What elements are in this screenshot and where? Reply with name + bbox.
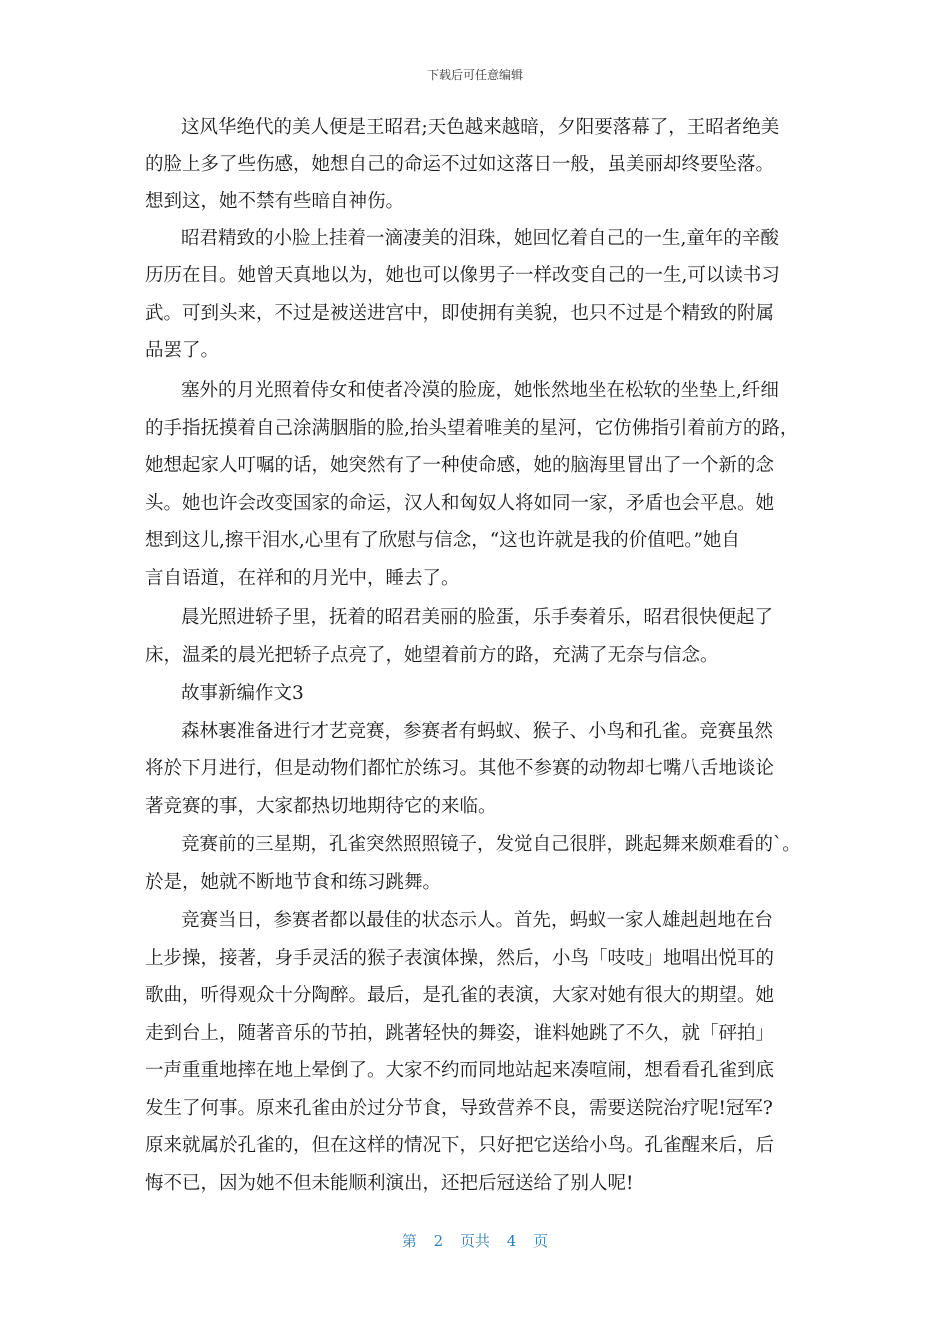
text-line: 想到这，她不禁有些暗自神伤。 <box>145 191 405 212</box>
text-line: 床，温柔的晨光把轿子点亮了，她望着前方的路，充满了无奈与信念。 <box>145 645 719 666</box>
text-line: 竞赛当日，参赛者都以最佳的状态示人。首先，蚂蚁一家人雄赳赳地在台 <box>181 910 774 931</box>
page-footer <box>0 1230 950 1251</box>
page-number: 2 <box>433 1232 444 1250</box>
footer-middle: 页共 <box>459 1232 490 1250</box>
total-pages: 4 <box>506 1232 517 1250</box>
text-line: 发生了何事。原来孔雀由於过分节食，导致营养不良，需要送院治疗呢!冠军? <box>145 1098 773 1119</box>
text-line: 晨光照进轿子里，抚着的昭君美丽的脸蛋，乐手奏着乐，昭君很快便起了 <box>181 607 774 628</box>
text-line: 走到台上，随著音乐的节拍，跳著轻快的舞姿，谁料她跳了不久，就「砰拍」 <box>145 1023 775 1044</box>
text-line: 头。她也许会改变国家的命运，汉人和匈奴人将如同一家，矛盾也会平息。她 <box>145 493 775 514</box>
text-line: 上步操，接著，身手灵活的猴子表演体操，然后，小鸟「吱吱」地唱出悦耳的 <box>145 948 775 969</box>
text-line: 塞外的月光照着侍女和使者冷漠的脸庞，她怅然地坐在松软的坐垫上,纤细 <box>181 380 779 401</box>
text-line: 歌曲，听得观众十分陶醉。最后，是孔雀的表演，大家对她有很大的期望。她 <box>145 985 775 1006</box>
text-line: 想到这儿,擦干泪水,心里有了欣慰与信念，“这也许就是我的价值吧。”她自 <box>145 530 740 551</box>
text-line: 於是，她就不断地节食和练习跳舞。 <box>145 872 442 893</box>
text-line: 原来就属於孔雀的，但在这样的情况下，只好把它送给小鸟。孔雀醒来后，后 <box>145 1135 775 1156</box>
text-line: 著竞赛的事，大家都热切地期待它的来临。 <box>145 796 497 817</box>
text-line: 的脸上多了些伤感，她想自己的命运不过如这落日一般，虽美丽却终要坠落。 <box>145 154 775 175</box>
page-header: 下载后可任意编辑 <box>426 68 523 82</box>
text-line: 这风华绝代的美人便是王昭君;天色越来越暗，夕阳要落幕了，王昭者绝美 <box>181 117 780 138</box>
section-heading: 故事新编作文3 <box>181 683 304 704</box>
text-line: 的手指抚摸着自己涂满胭脂的脸,抬头望着唯美的星河，它仿佛指引着前方的路， <box>145 418 799 439</box>
text-line: 昭君精致的小脸上挂着一滴凄美的泪珠，她回忆着自己的一生,童年的辛酸 <box>181 228 779 249</box>
text-line: 她想起家人叮嘱的话，她突然有了一种使命感，她的脑海里冒出了一个新的念 <box>145 455 775 476</box>
text-line: 武。可到头来，不过是被送进宫中，即使拥有美貌，也只不过是个精致的附属 <box>145 303 775 324</box>
footer-suffix: 页 <box>533 1232 549 1250</box>
text-line: 悔不已，因为她不但未能顺利演出，还把后冠送给了别人呢! <box>145 1173 634 1194</box>
text-line: 竞赛前的三星期，孔雀突然照照镜子，发觉自己很胖，跳起舞来颇难看的`。 <box>181 834 801 855</box>
text-line: 言自语道，在祥和的月光中，睡去了。 <box>145 568 460 589</box>
text-line: 历历在目。她曾天真地以为，她也可以像男子一样改变自己的一生,可以读书习 <box>145 265 780 286</box>
text-line: 将於下月进行，但是动物们都忙於练习。其他不参赛的动物却七嘴八舌地谈论 <box>145 758 775 779</box>
text-line: 一声重重地摔在地上晕倒了。大家不约而同地站起来凑喧闹，想看看孔雀到底 <box>145 1060 775 1081</box>
text-line: 品罢了。 <box>145 340 220 361</box>
text-line: 森林裹准备进行才艺竞赛，参赛者有蚂蚁、猴子、小鸟和孔雀。竞赛虽然 <box>181 721 774 742</box>
footer-prefix: 第 <box>401 1232 417 1250</box>
